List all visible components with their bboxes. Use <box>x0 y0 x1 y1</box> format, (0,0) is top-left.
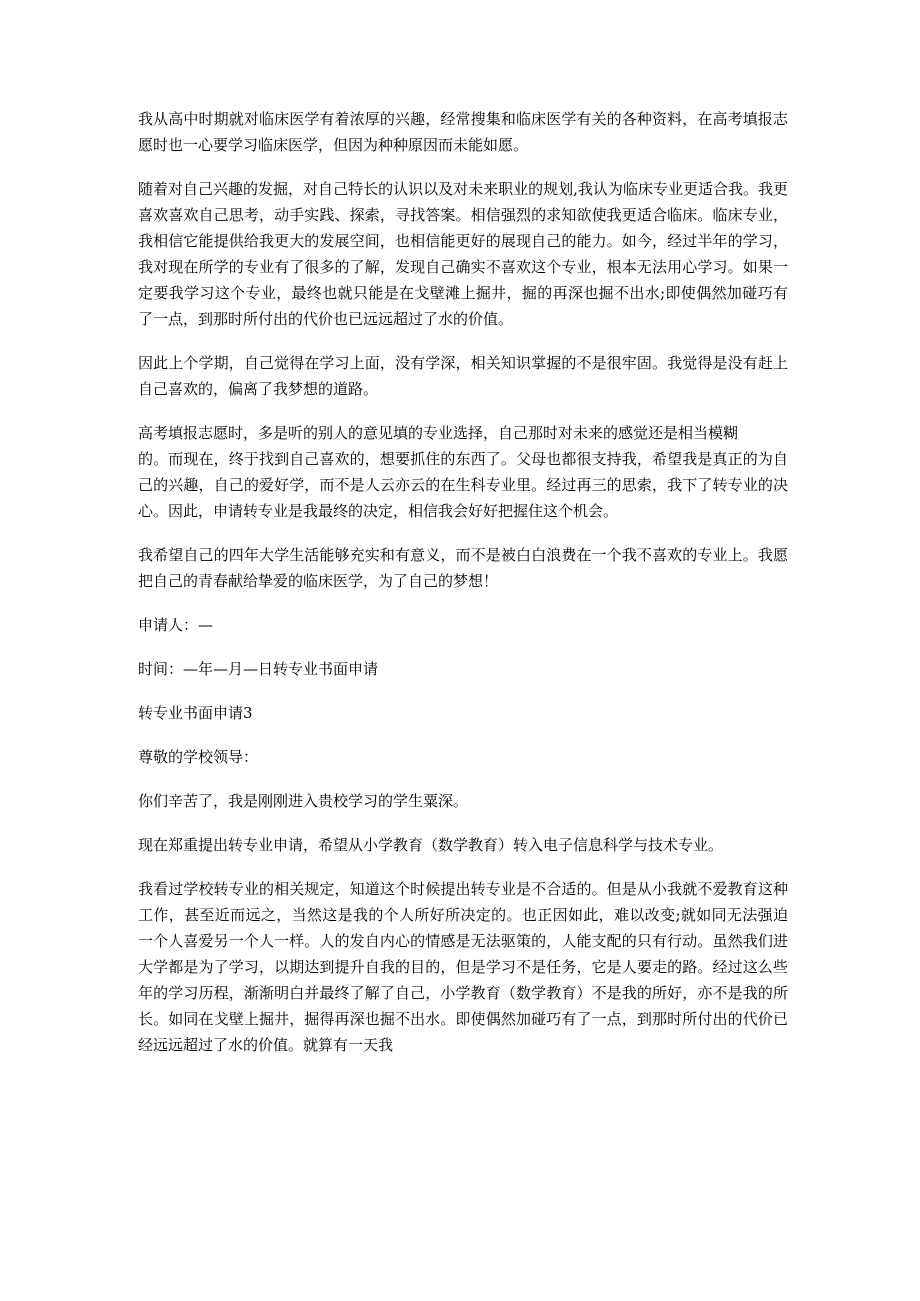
paragraph-explanation: 我看过学校转专业的相关规定，知道这个时候提出转专业是不合适的。但是从小我就不爱教育这种工作，甚至近而远之，当然这是我的个人所好所决定的。也正因如此，难以改变;就如同无法强迫一个人喜爱另一个人一样。人的发自内心的情感是无法驱策的，人能支配的只有行动。虽然我们进大学都是为了学习，以期达到提升自我的目的，但是学习不是任务，它是人要走的路。经过这么些年的学习历程，渐渐明白并最终了解了自己，小学教育（数学教育）不是我的所好，亦不是我的所长。如同在戈壁上掘井，掘得再深也掘不出水。即使偶然加碰巧有了一点，到那时所付出的代价已经远远超过了水的价值。就算有一天我 <box>138 880 788 1054</box>
paragraph-hope: 我希望自己的四年大学生活能够充实和有意义，而不是被白白浪费在一个我不喜欢的专业上。我愿把自己的青春献给挚爱的临床医学，为了自己的梦想！ <box>138 546 788 590</box>
section-title: 转专业书面申请3 <box>138 704 253 722</box>
paragraph-last-semester: 因此上个学期，自己觉得在学习上面，没有学深，相关知识掌握的不是很牢固。我觉得是没有赶上自己喜欢的，偏离了我梦想的道路。 <box>138 354 788 398</box>
applicant-line: 申请人：— <box>138 616 214 634</box>
paragraph-reasons: 随着对自己兴趣的发掘，对自己特长的认识以及对未来职业的规划,我认为临床专业更适合我。我更喜欢喜欢自己思考，动手实践、探索，寻找答案。相信强烈的求知欲使我更适合临床。临床专业，我相信它能提供给我更大的发展空间，也相信能更好的展现自己的能力。如今，经过半年的学习，我对现在所学的专业有了很多的了解，发现自己确实不喜欢这个专业，根本无法用心学习。如果一定要我学习这个专业，最终也就只能是在戈壁滩上掘井，掘的再深也掘不出水;即使偶然加碰巧有了一点，到那时所付出的代价也已远远超过了水的价值。 <box>138 180 788 328</box>
document-page <box>138 106 788 1076</box>
paragraph-greeting: 你们辛苦了，我是刚刚进入贵校学习的学生粟深。 <box>138 792 469 810</box>
salutation: 尊敬的学校领导： <box>138 748 259 766</box>
date-line: 时间：—年—月—日转专业书面申请 <box>138 660 379 678</box>
paragraph-request: 现在郑重提出转专业申请，希望从小学教育（数学教育）转入电子信息科学与技术专业。 <box>138 836 724 854</box>
paragraph-interest: 我从高中时期就对临床医学有着浓厚的兴趣，经常搜集和临床医学有关的各种资料，在高考填报志愿时也一心要学习临床医学，但因为种种原因而未能如愿。 <box>138 110 788 154</box>
paragraph-college-application: 高考填报志愿时，多是听的别人的意见填的专业选择，自己那时对未来的感觉还是相当模糊 的。而现在，终于找到自己喜欢的，想要抓住的东西了。父母也都很支持我，希望我是真正的为自己的兴趣，自己的爱好学，而不是人云亦云的在生科专业里。经过再三的思索，我下了转专业的决心。因此，申请转专业是我最终的决定，相信我会好好把握住这个机会。 <box>138 424 788 520</box>
